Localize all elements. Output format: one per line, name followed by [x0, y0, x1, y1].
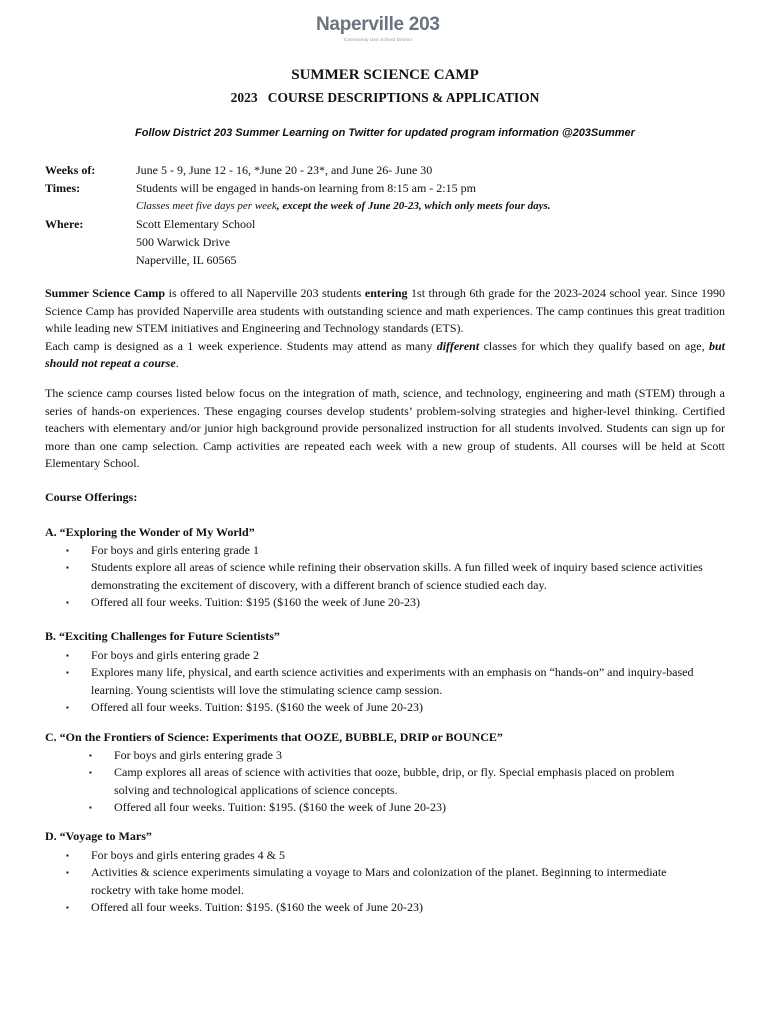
list-item: [66, 899, 706, 916]
bullet-icon: ▪: [66, 903, 69, 913]
weeks-label: Weeks of:: [45, 163, 96, 177]
bullet-icon: ▪: [66, 598, 69, 608]
bullet-icon: ▪: [66, 546, 69, 555]
bullet-icon: ▪: [66, 668, 69, 678]
bullet-icon: ▪: [66, 651, 69, 660]
list-item-text: For boys and girls entering grade 1: [91, 543, 259, 557]
where-label: Where:: [45, 217, 84, 231]
list-item-text: Offered all four weeks. Tuition: $195. ($160 the week of June 20-23): [114, 800, 447, 815]
where-line1: Scott Elementary School: [136, 217, 256, 231]
where-line2: 500 Warwick Drive: [136, 235, 231, 249]
intro-text-5: .: [175, 356, 179, 371]
course-b-list: [66, 647, 706, 717]
list-item: [89, 764, 709, 799]
list-item: [89, 799, 709, 816]
course-d-title: D. “Voyage to Mars”: [45, 829, 152, 843]
list-item-text: Camp explores all areas of science with activities that ooze, bubble, drip, or fly. Special emphasis placed on problem solving and technological applications of science concepts.: [114, 765, 675, 797]
list-item: [66, 847, 706, 864]
times-note-b: , except the week of June 20-23, which only meets four days.: [276, 200, 551, 212]
list-item-text: Offered all four weeks. Tuition: $195. ($160 the week of June 20-23): [91, 700, 424, 715]
district-logo: [316, 14, 456, 48]
times-label: Times:: [45, 181, 81, 195]
intro-text-4: classes for which they qualify based on age,: [479, 338, 709, 353]
list-item: [66, 559, 726, 594]
list-item-text: For boys and girls entering grade 3: [114, 748, 282, 762]
list-item: [66, 647, 706, 664]
where-line3: Naperville, IL 60565: [136, 253, 237, 267]
bullet-icon: ▪: [66, 851, 69, 860]
twitter-note: Follow District 203 Summer Learning on Twitter for updated program information @203Summer: [135, 127, 635, 139]
list-item-text: Activities & science experiments simulating a voyage to Mars and colonization of the planet. Beginning to intermediate rocketry with take home model.: [91, 865, 667, 897]
list-item: [66, 699, 706, 716]
list-item-text: For boys and girls entering grade 2: [91, 648, 259, 662]
list-item-text: For boys and girls entering grades 4 & 5: [91, 848, 285, 862]
bullet-icon: ▪: [89, 768, 92, 778]
intro-bold-name: Summer Science Camp: [45, 286, 166, 300]
page-title: SUMMER SCIENCE CAMP: [291, 67, 479, 83]
subtitle-year: 2023: [230, 90, 258, 105]
list-item-text: Offered all four weeks. Tuition: $195. ($160 the week of June 20-23): [91, 900, 424, 915]
times-note: [136, 198, 551, 216]
intro-text-1: is offered to all Naperville 203 students: [165, 286, 365, 300]
list-item-text: Offered all four weeks. Tuition: $195 ($160 the week of June 20-23): [91, 595, 421, 610]
subtitle-text: COURSE DESCRIPTIONS & APPLICATION: [267, 90, 540, 105]
times-value: Students will be engaged in hands-on learning from 8:15 am - 2:15 pm: [136, 181, 476, 195]
course-a-list: [66, 542, 726, 612]
bullet-icon: ▪: [89, 803, 92, 813]
list-item: [66, 864, 706, 899]
bullet-icon: ▪: [89, 751, 92, 760]
list-item: [66, 664, 706, 699]
course-c-title: C. “On the Frontiers of Science: Experiments that OOZE, BUBBLE, DRIP or BOUNCE”: [45, 730, 503, 744]
intro-emph-different: different: [436, 338, 480, 353]
list-item: [66, 594, 726, 611]
logo-wordmark: Naperville 203: [316, 14, 440, 35]
logo-tagline: Community Unit School District: [344, 37, 413, 42]
course-a-title: A. “Exploring the Wonder of My World”: [45, 525, 255, 539]
intro-bold-entering: entering: [364, 286, 408, 300]
times-note-a: Classes meet five days per week: [136, 200, 277, 212]
bullet-icon: ▪: [66, 868, 69, 878]
bullet-icon: ▪: [66, 703, 69, 713]
page-subtitle: [0, 90, 770, 106]
weeks-value: June 5 - 9, June 12 - 16, *June 20 - 23*, and June 26- June 30: [136, 163, 433, 177]
list-item-text: Students explore all areas of science while refining their observation skills. A fun filled week of inquiry based science activities demonstrating the excitement of discovery, with a different branch of science studied each day.: [91, 560, 703, 592]
intro-paragraph-1: [45, 285, 725, 373]
list-item: [89, 747, 709, 764]
list-item-text: Explores many life, physical, and earth science activities and experiments with an emphasis on “hands-on” and inquiry-based learning. Young scientists will love the stimulating science camp session.: [91, 665, 694, 697]
course-c-list: [89, 747, 709, 817]
course-d-list: [66, 847, 706, 917]
bullet-icon: ▪: [66, 563, 69, 573]
course-b-title: B. “Exciting Challenges for Future Scientists”: [45, 629, 280, 643]
intro-emph-no-repeat: but should not repeat a course: [45, 338, 725, 371]
intro-text-3: Each camp is designed as a 1 week experience. Students may attend as many: [45, 338, 437, 353]
course-offerings-heading: Course Offerings:: [45, 490, 138, 504]
list-item: [66, 542, 726, 559]
intro-text-2: 1st through 6th grade for the 2023-2024 school year. Since 1990 Science Camp has provided Naperville area students with outstanding science and math experiences. The camp continues this great tradition while leading new STEM initiatives and Engineering and Technology standards (ETS).: [45, 286, 725, 336]
intro-paragraph-2: The science camp courses listed below focus on the integration of math, science, and technology, engineering and math (STEM) through a series of hands-on experiences. These engaging courses develop students’ problem-solving strategies and higher-level thinking. Certified teachers with elementary and/or junior high background provide personalized instruction for all students involved. Students can sign up for more than one camp selection. Camp activities are repeated each week with a new group of students. All courses will be held at Scott Elementary School.: [45, 386, 725, 471]
